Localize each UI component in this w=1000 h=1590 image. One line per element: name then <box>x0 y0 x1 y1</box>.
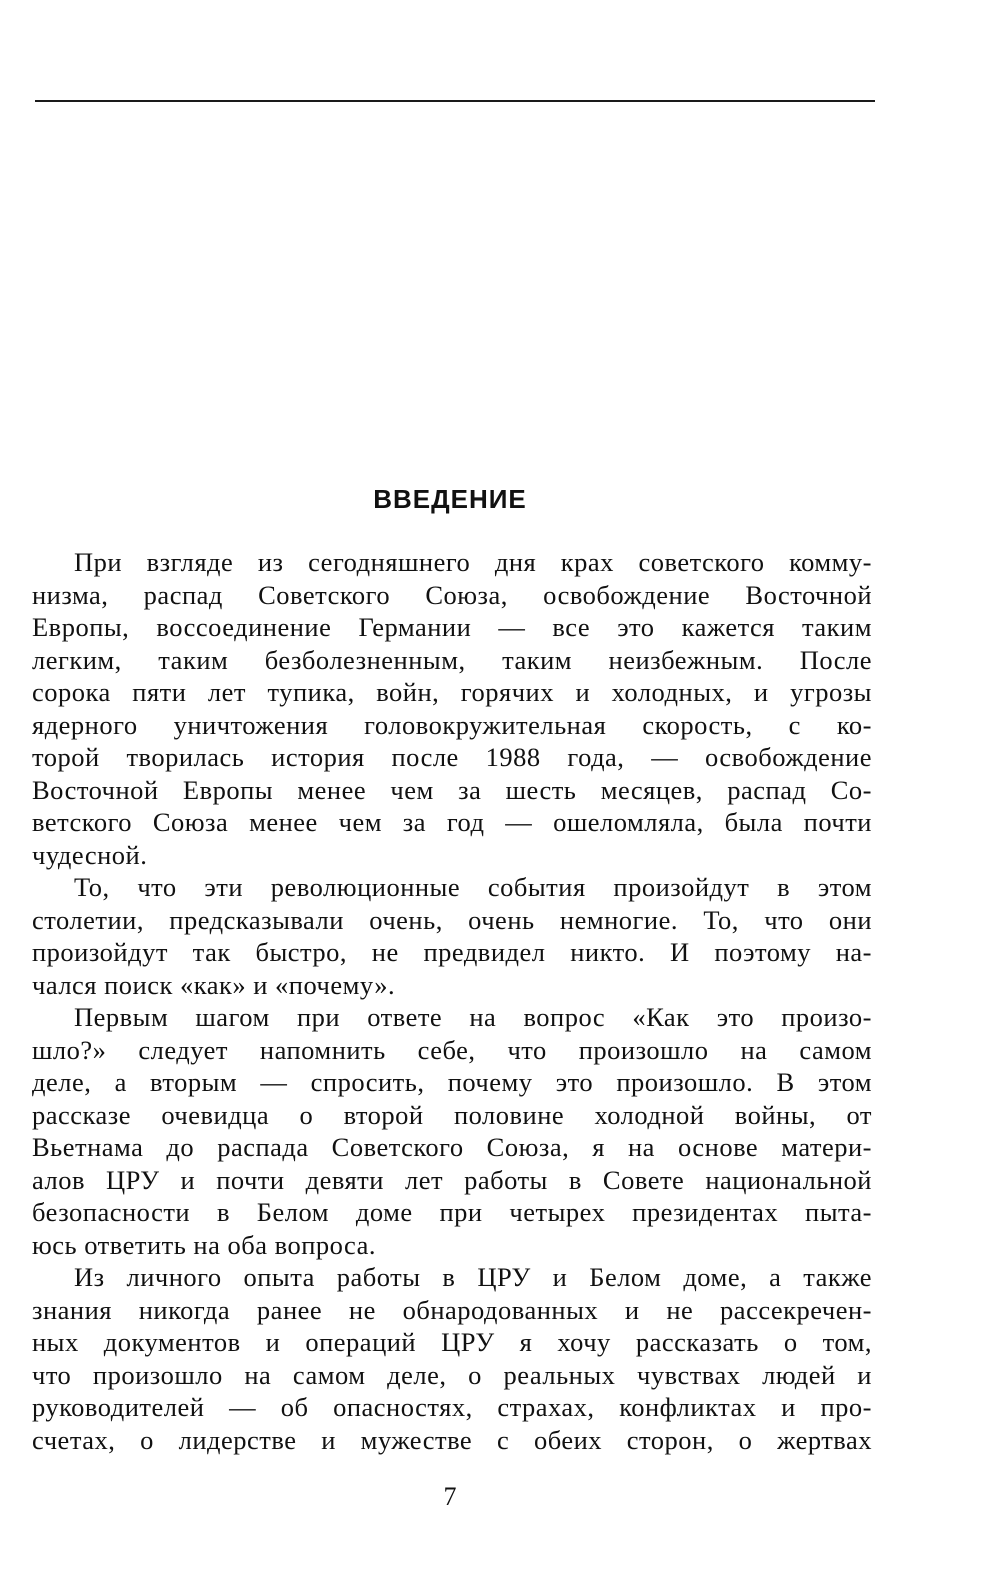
text-line: При взгляде из сегодняшнего дня крах советского комму- <box>74 547 872 577</box>
chapter-heading: ВВЕДЕНИЕ <box>373 484 527 514</box>
text-line: что произошло на самом деле, о реальных чувствах людей и <box>32 1359 872 1390</box>
text-line: счетах, о лидерстве и мужестве с обеих сторон, о жертвах <box>32 1424 872 1455</box>
top-rule <box>35 100 875 102</box>
text-line: столетии, предсказывали очень, очень немногие. То, что они <box>32 904 872 935</box>
text-line: ных документов и операций ЦРУ я хочу рассказать о том, <box>32 1327 872 1357</box>
text-line: торой творилась история после 1988 года, — освобождение <box>32 742 872 772</box>
text-line: легким, таким безболезненным, таким неизбежным. После <box>32 644 872 675</box>
paragraph <box>32 1001 872 1261</box>
text-line: чался поиск «как» и «почему». <box>32 969 396 1000</box>
text-line: безопасности в Белом доме при четырех президентах пыта- <box>32 1197 872 1227</box>
text-line: То, что эти революционные события произойдут в этом <box>74 872 872 902</box>
text-line: произойдут так быстро, не предвидел никто. И поэтому на- <box>32 937 872 967</box>
text-line: Из личного опыта работы в ЦРУ и Белом доме, а также <box>74 1262 872 1292</box>
text-line: деле, а вторым — спросить, почему это произошло. В этом <box>32 1067 872 1097</box>
text-line: чудесной. <box>32 839 148 870</box>
paragraph <box>32 1261 872 1456</box>
text-line: знания никогда ранее не обнародованных и не рассекречен- <box>32 1294 872 1325</box>
paragraph <box>32 871 872 1001</box>
text-line: руководителей — об опасностях, страхах, конфликтах и про- <box>32 1392 872 1422</box>
text-line: ветского Союза менее чем за год — ошеломляла, была почти <box>32 807 872 837</box>
text-line: ядерного уничтожения головокружительная скорость, с ко- <box>32 709 872 740</box>
text-line: шло?» следует напомнить себе, что произошло на самом <box>32 1034 872 1065</box>
text-line: Восточной Европы менее чем за шесть месяцев, распад Со- <box>32 774 872 805</box>
paragraph <box>32 546 872 871</box>
text-line: Первым шагом при ответе на вопрос «Как это произо- <box>74 1002 872 1032</box>
text-line: алов ЦРУ и почти девяти лет работы в Совете национальной <box>32 1164 872 1195</box>
text-line: Вьетнама до распада Советского Союза, я на основе матери- <box>32 1132 872 1162</box>
page-number: 7 <box>443 1482 457 1511</box>
text-line: юсь ответить на оба вопроса. <box>32 1229 377 1260</box>
text-line: рассказе очевидца о второй половине холодной войны, от <box>32 1099 872 1130</box>
body-text <box>32 546 872 1456</box>
text-line: Европы, воссоединение Германии — все это кажется таким <box>32 612 872 642</box>
text-line: сорока пяти лет тупика, войн, горячих и холодных, и угрозы <box>32 677 872 707</box>
text-line: низма, распад Советского Союза, освобождение Восточной <box>32 579 872 610</box>
